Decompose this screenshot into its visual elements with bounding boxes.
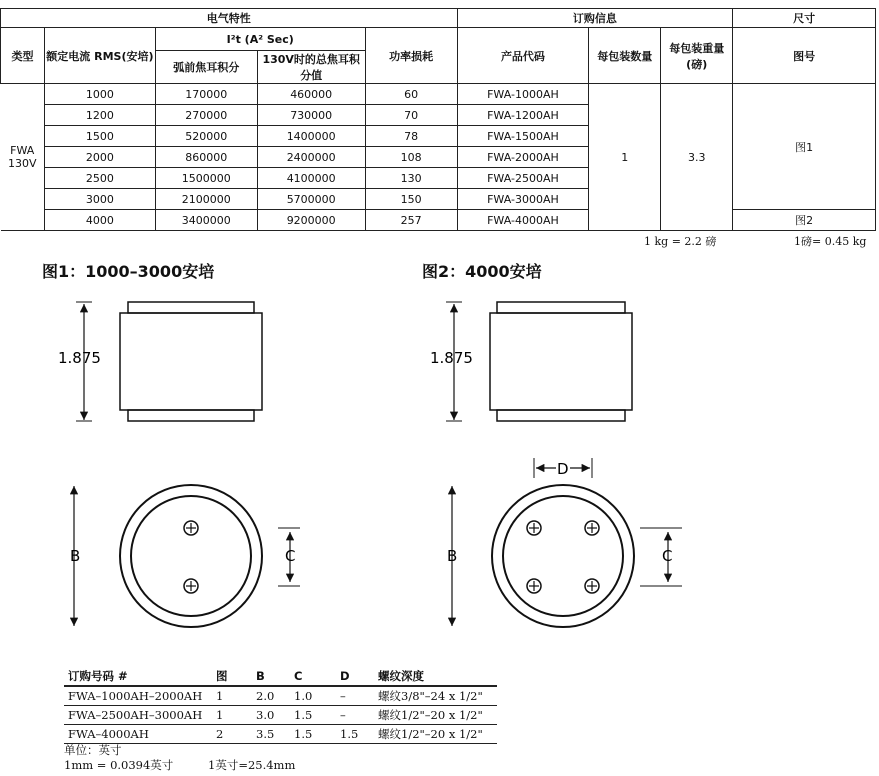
order-number-cell: FWA–1000AH–2000AH — [64, 686, 212, 706]
fig1-c-label: C — [285, 547, 296, 565]
arc-cell: 270000 — [155, 105, 257, 126]
code-cell: FWA-2500AH — [457, 168, 589, 189]
code-cell: FWA-1200AH — [457, 105, 589, 126]
fig2-top-view — [447, 458, 682, 627]
i2t-header: I²t (A² Sec) — [155, 28, 365, 51]
arc-cell: 170000 — [155, 84, 257, 105]
total-i2t-header: 130V时的总焦耳积分值 — [257, 51, 365, 84]
power-cell: 60 — [365, 84, 457, 105]
bolt-hole-icon — [527, 579, 541, 593]
inch-conversion: 1英寸=25.4mm — [208, 758, 296, 772]
order-number-cell: FWA–2500AH–3000AH — [64, 706, 212, 725]
fig2-height-label: 1.875 — [430, 349, 473, 367]
total-cell: 9200000 — [257, 210, 365, 231]
total-cell: 730000 — [257, 105, 365, 126]
fig2-side-view — [430, 302, 632, 421]
d-col-header: D — [336, 667, 374, 686]
power-cell: 70 — [365, 105, 457, 126]
code-cell: FWA-2000AH — [457, 147, 589, 168]
fig1-drawing — [0, 290, 320, 650]
total-cell: 4100000 — [257, 168, 365, 189]
c-col-header: C — [290, 667, 336, 686]
unit-label: 单位：英寸 — [64, 743, 122, 757]
total-cell: 1400000 — [257, 126, 365, 147]
total-cell: 460000 — [257, 84, 365, 105]
power-cell: 78 — [365, 126, 457, 147]
d-cell: – — [336, 686, 374, 706]
weight-per-pack-header: 每包装重量(磅) — [661, 28, 733, 84]
spec-table — [0, 8, 876, 231]
table-row — [1, 84, 876, 105]
product-code-header: 产品代码 — [457, 28, 589, 84]
thread-cell: 螺纹1/2"–20 x 1/2" — [374, 725, 497, 744]
figure-cell-2: 图2 — [733, 210, 876, 231]
qty-cell: 1 — [589, 84, 661, 231]
arc-cell: 1500000 — [155, 168, 257, 189]
current-cell: 3000 — [44, 189, 155, 210]
d-cell: 1.5 — [336, 725, 374, 744]
thread-col-header: 螺纹深度 — [374, 667, 497, 686]
figure-cell: 2 — [212, 725, 252, 744]
order-table — [64, 667, 497, 744]
c-cell: 1.0 — [290, 686, 336, 706]
current-cell: 2500 — [44, 168, 155, 189]
code-cell: FWA-4000AH — [457, 210, 589, 231]
bolt-hole-icon — [184, 579, 198, 593]
b-col-header: B — [252, 667, 290, 686]
total-cell: 2400000 — [257, 147, 365, 168]
figure-header: 图号 — [733, 28, 876, 84]
fig1-top-view — [70, 485, 300, 627]
fig2-d-label: D — [557, 460, 569, 478]
type-header: 类型 — [1, 28, 45, 84]
table-row — [64, 706, 497, 725]
power-loss-header: 功率损耗 — [365, 28, 457, 84]
current-cell: 4000 — [44, 210, 155, 231]
b-cell: 3.0 — [252, 706, 290, 725]
figure-cell: 1 — [212, 706, 252, 725]
bolt-hole-icon — [527, 521, 541, 535]
bolt-hole-icon — [585, 579, 599, 593]
fig2-b-label: B — [447, 547, 458, 565]
arc-cell: 2100000 — [155, 189, 257, 210]
rated-current-header: 额定电流 RMS(安培) — [44, 28, 155, 84]
fig2-drawing — [400, 290, 720, 650]
table-row — [64, 725, 497, 744]
ordering-header: 订购信息 — [457, 9, 733, 28]
table-row — [1, 210, 876, 231]
mm-conversion: 1mm = 0.0394英寸 — [64, 758, 174, 772]
b-cell: 3.5 — [252, 725, 290, 744]
total-cell: 5700000 — [257, 189, 365, 210]
c-cell: 1.5 — [290, 706, 336, 725]
power-cell: 130 — [365, 168, 457, 189]
fig2-c-label: C — [662, 547, 673, 565]
b-cell: 2.0 — [252, 686, 290, 706]
figure-cell: 1 — [212, 686, 252, 706]
table-row — [64, 686, 497, 706]
power-cell: 150 — [365, 189, 457, 210]
code-cell: FWA-3000AH — [457, 189, 589, 210]
kg-conversion: 1 kg = 2.2 磅 — [644, 235, 717, 248]
figure-col-header: 图 — [212, 667, 252, 686]
arc-cell: 3400000 — [155, 210, 257, 231]
qty-per-pack-header: 每包装数量 — [589, 28, 661, 84]
arc-i2t-header: 弧前焦耳积分 — [155, 51, 257, 84]
order-number-cell: FWA–4000AH — [64, 725, 212, 744]
current-cell: 2000 — [44, 147, 155, 168]
fig1-height-label: 1.875 — [58, 349, 101, 367]
bolt-hole-icon — [585, 521, 599, 535]
fig1-side-view — [58, 302, 262, 421]
fig1-b-label: B — [70, 547, 81, 565]
thread-cell: 螺纹1/2"–20 x 1/2" — [374, 706, 497, 725]
current-cell: 1000 — [44, 84, 155, 105]
power-cell: 257 — [365, 210, 457, 231]
figure-cell-1: 图1 — [733, 84, 876, 210]
power-cell: 108 — [365, 147, 457, 168]
current-cell: 1200 — [44, 105, 155, 126]
bolt-hole-icon — [184, 521, 198, 535]
current-cell: 1500 — [44, 126, 155, 147]
code-cell: FWA-1000AH — [457, 84, 589, 105]
fig2-title: 图2：4000安培 — [422, 262, 542, 281]
c-cell: 1.5 — [290, 725, 336, 744]
d-cell: – — [336, 706, 374, 725]
thread-cell: 螺纹3/8"–24 x 1/2" — [374, 686, 497, 706]
lb-conversion: 1磅= 0.45 kg — [794, 235, 867, 248]
code-cell: FWA-1500AH — [457, 126, 589, 147]
arc-cell: 520000 — [155, 126, 257, 147]
fig1-title: 图1：1000–3000安培 — [42, 262, 215, 281]
type-cell: FWA 130V — [1, 84, 45, 231]
electrical-header: 电气特性 — [1, 9, 458, 28]
dimensions-header: 尺寸 — [733, 9, 876, 28]
order-number-header: 订购号码 # — [64, 667, 212, 686]
weight-cell: 3.3 — [661, 84, 733, 231]
arc-cell: 860000 — [155, 147, 257, 168]
